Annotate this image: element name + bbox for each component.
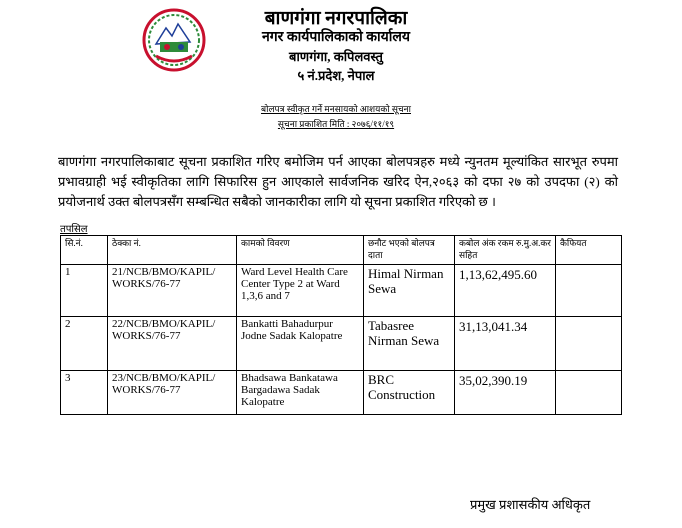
cell-work: Ward Level Health Care Center Type 2 at Ward 1,3,6 and 7 <box>237 265 364 317</box>
appendix-label: तपसिल <box>60 224 88 235</box>
cell-remarks <box>556 265 622 317</box>
signature-title: प्रमुख प्रशासकीय अधिकृत <box>470 497 591 512</box>
col-header-amount: कबोल अंक रकम रु.मु.अ.कर सहित <box>455 236 556 265</box>
table-row <box>61 317 622 371</box>
cell-contract: 22/NCB/BMO/KAPIL/ WORKS/76-77 <box>108 317 237 371</box>
cell-contract: 23/NCB/BMO/KAPIL/ WORKS/76-77 <box>108 371 237 415</box>
cell-work: Bankatti Bahadurpur Jodne Sadak Kalopatre <box>237 317 364 371</box>
cell-bidder: Tabasree Nirman Sewa <box>364 317 455 371</box>
org-name: बाणगंगा नगरपालिका <box>264 8 408 29</box>
cell-sn: 3 <box>61 371 108 415</box>
address-line: बाणगंगा, कपिलवस्तु <box>289 49 383 64</box>
province-line: ५ नं.प्रदेश, नेपाल <box>297 68 375 83</box>
notice-date: सूचना प्रकाशित मिति : २०७६/११/१९ <box>277 119 395 129</box>
bid-table <box>60 235 622 415</box>
cell-sn: 1 <box>61 265 108 317</box>
cell-bidder: BRC Construction <box>364 371 455 415</box>
notice-body: बाणगंगा नगरपालिकाबाट सूचना प्रकाशित गरिए बमोजिम पर्न आएका बोलपत्रहरु मध्ये न्युनतम मूल्यांकित सारभूत रुपमा प्रभावग्राही भई स्वीकृतिका लागि सिफारिस हुन आएकाले सार्वजनिक खरिद ऐन,२०६३ को दफा २७ को उपदफा (२) को प्रयोजनार्थ उक्त बोलपत्रसँग सम्बन्धित सबैको जानकारीका लागि यो सूचना प्रकाशित गरिएको छ । <box>58 154 618 209</box>
col-header-work: कामको विवरण <box>237 236 364 265</box>
col-header-sn: सि.नं. <box>61 236 108 265</box>
col-header-bidder: छनौट भएको बोलपत्र दाता <box>364 236 455 265</box>
table-header-row <box>61 236 622 265</box>
cell-amount: 35,02,390.19 <box>455 371 556 415</box>
table-row <box>61 371 622 415</box>
cell-sn: 2 <box>61 317 108 371</box>
table-row <box>61 265 622 317</box>
nepal-emblem-logo <box>142 8 206 72</box>
notice-title: बोलपत्र स्वीकृत गर्ने मनसायको आशयको सूचना <box>260 104 411 114</box>
cell-bidder: Himal Nirman Sewa <box>364 265 455 317</box>
office-name: नगर कार्यपालिकाको कार्यालय <box>261 30 411 45</box>
cell-remarks <box>556 371 622 415</box>
cell-work: Bhadsawa Bankatawa Bargadawa Sadak Kalopatre <box>237 371 364 415</box>
cell-remarks <box>556 317 622 371</box>
col-header-remarks: कैफियत <box>556 236 622 265</box>
cell-amount: 31,13,041.34 <box>455 317 556 371</box>
cell-contract: 21/NCB/BMO/KAPIL/ WORKS/76-77 <box>108 265 237 317</box>
cell-amount: 1,13,62,495.60 <box>455 265 556 317</box>
col-header-contract: ठेक्का नं. <box>108 236 237 265</box>
